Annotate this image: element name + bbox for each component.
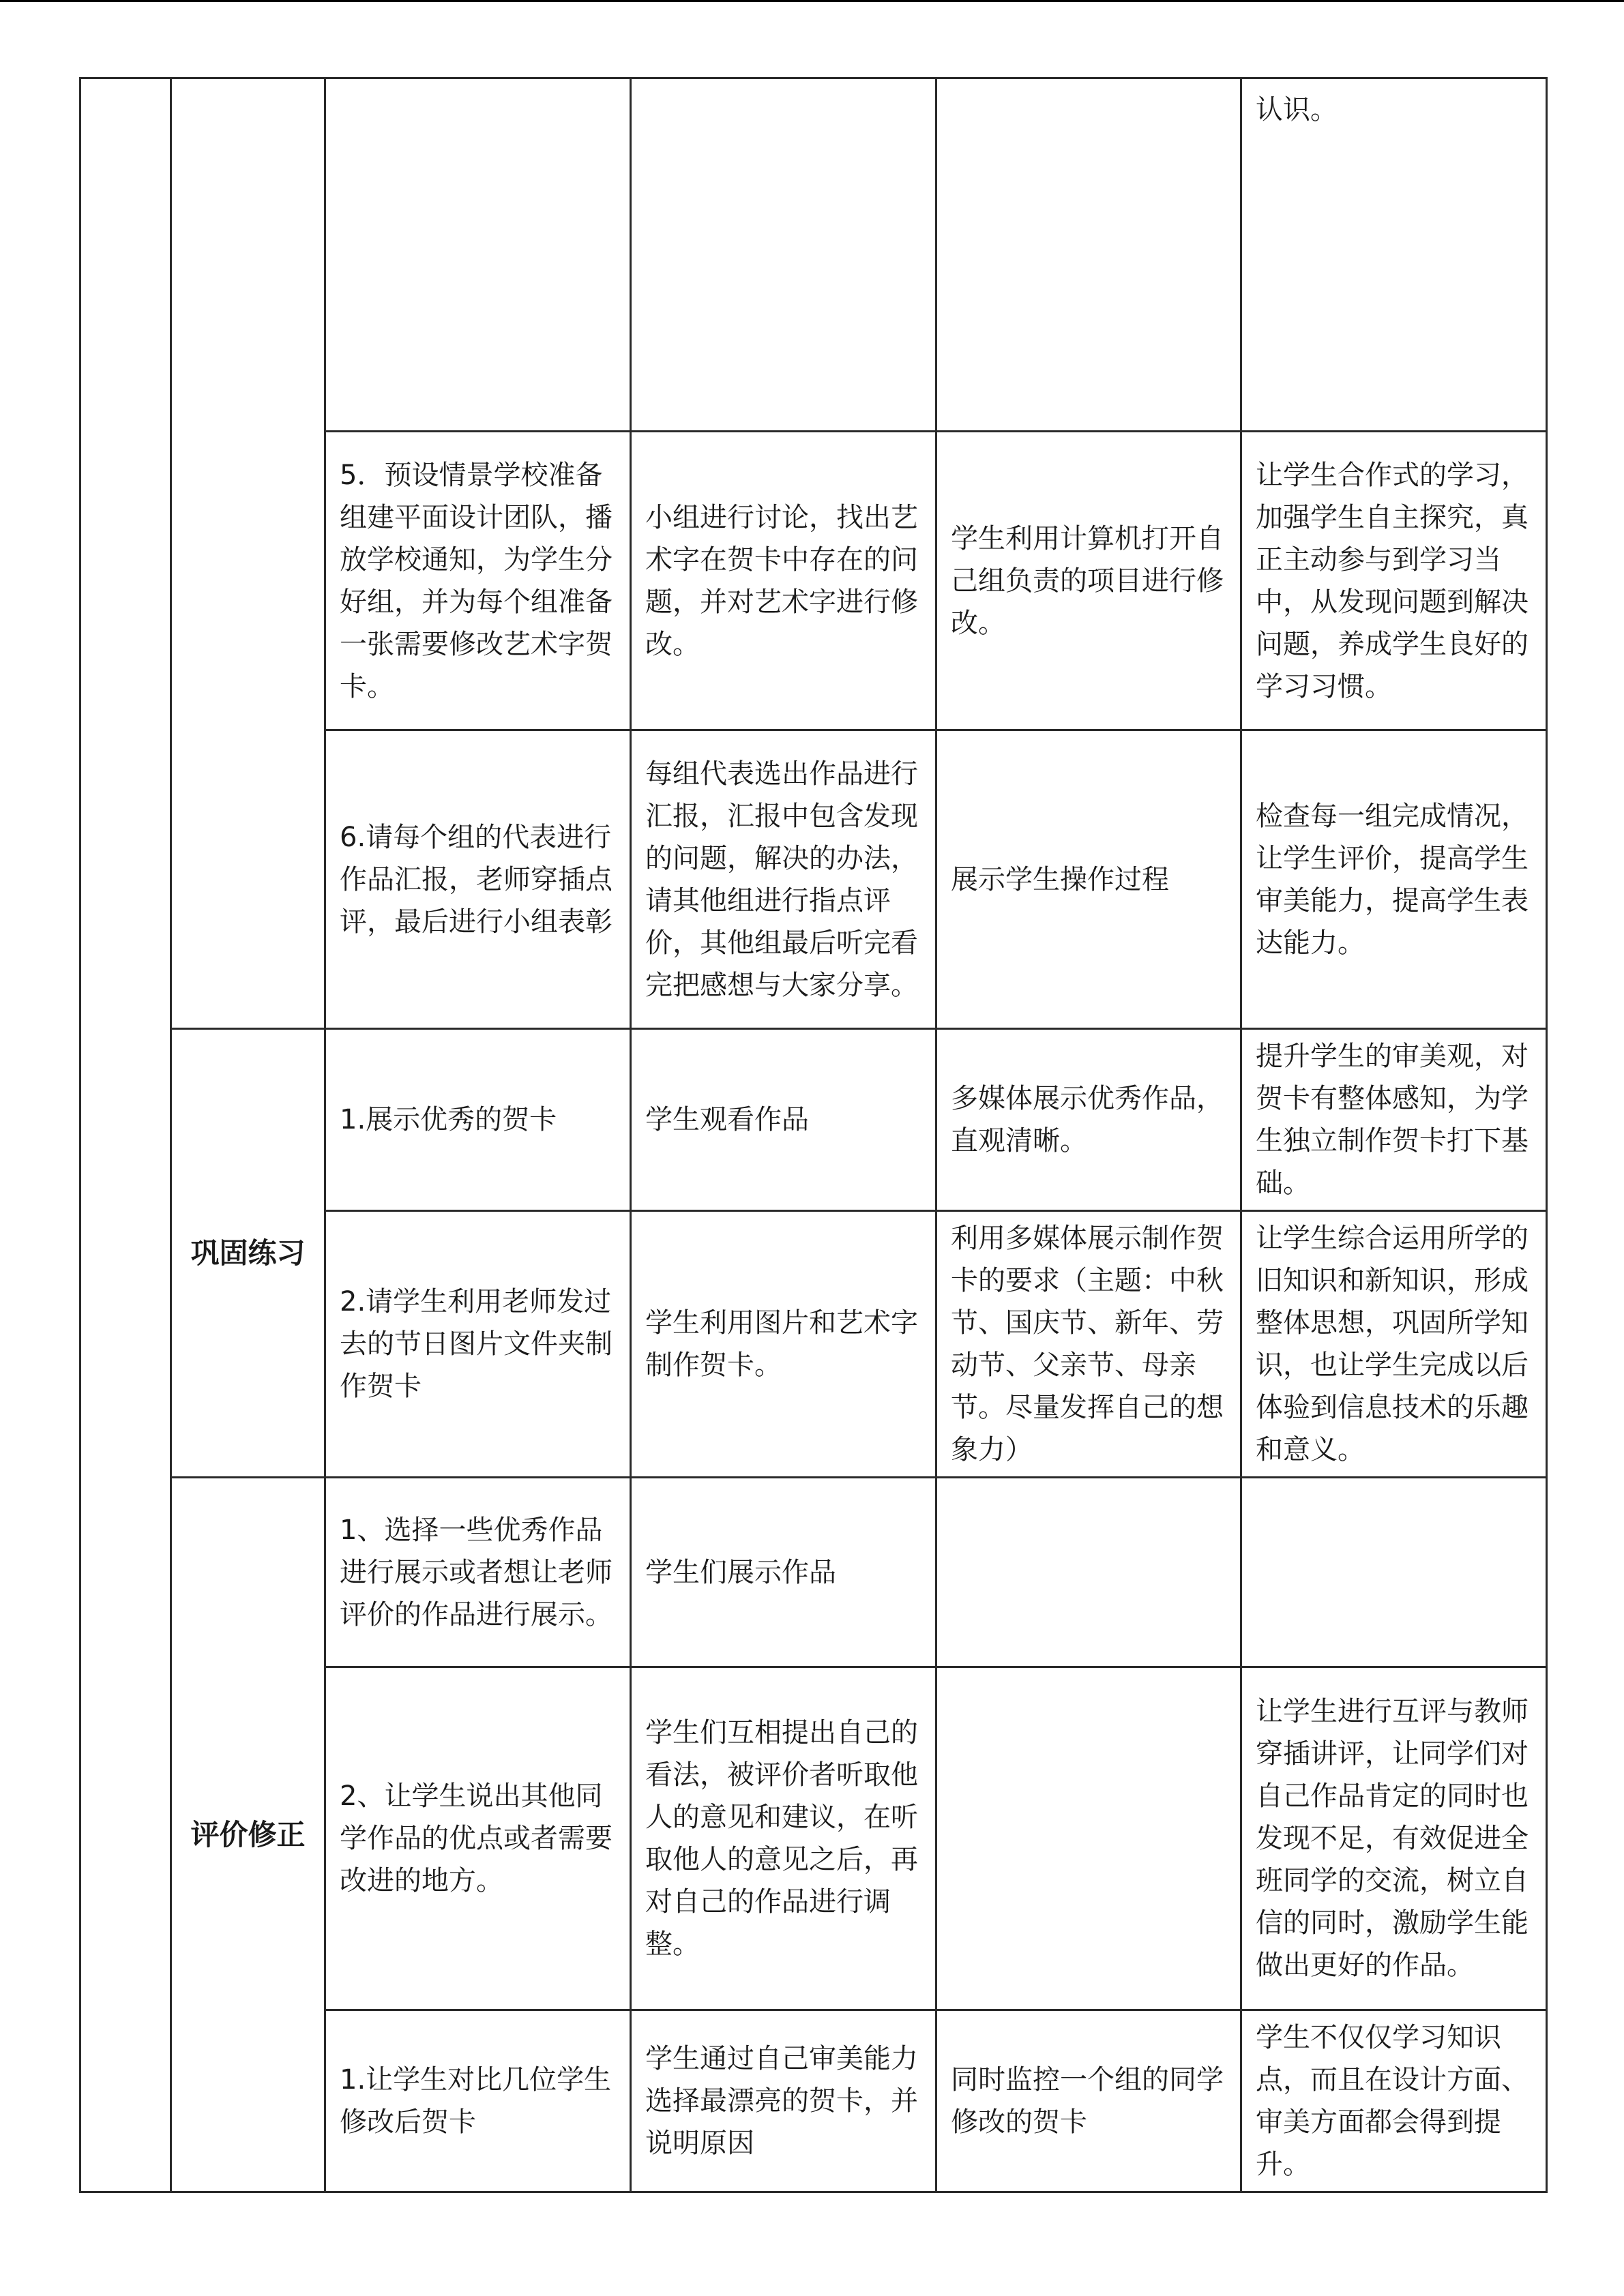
media-usage-cell: 同时监控一个组的同学修改的贺卡 (936, 2010, 1241, 2192)
design-intent-cell: 认识。 (1241, 78, 1547, 432)
teacher-activity-cell: 5．预设情景学校准备组建平面设计团队，播放学校通知，为学生分好组，并为每个组准备一张需要修改艺术字贺卡。 (325, 432, 631, 730)
table-row (80, 1478, 1547, 1667)
media-usage-cell: 利用多媒体展示制作贺卡的要求（主题：中秋节、国庆节、新年、劳动节、父亲节、母亲节。尽量发挥自己的想象力） (936, 1211, 1241, 1478)
student-activity-cell: 学生利用图片和艺术字制作贺卡。 (631, 1211, 936, 1478)
media-usage-cell (936, 1478, 1241, 1667)
teacher-activity-cell: 1、选择一些优秀作品进行展示或者想让老师评价的作品进行展示。 (325, 1478, 631, 1667)
teacher-activity-cell: 2、让学生说出其他同学作品的优点或者需要改进的地方。 (325, 1667, 631, 2010)
design-intent-cell (1241, 1478, 1547, 1667)
stage-label-practice: 巩固练习 (171, 1029, 325, 1478)
design-intent-cell: 让学生合作式的学习，加强学生自主探究，真正主动参与到学习当中，从发现问题到解决问题，养成学生良好的学习习惯。 (1241, 432, 1547, 730)
teacher-activity-cell: 1.让学生对比几位学生修改后贺卡 (325, 2010, 631, 2192)
media-usage-cell: 学生利用计算机打开自己组负责的项目进行修改。 (936, 432, 1241, 730)
student-activity-cell: 小组进行讨论，找出艺术字在贺卡中存在的问题，并对艺术字进行修改。 (631, 432, 936, 730)
teacher-activity-cell: 2.请学生利用老师发过去的节日图片文件夹制作贺卡 (325, 1211, 631, 1478)
table-row (80, 1029, 1547, 1211)
student-activity-cell: 学生观看作品 (631, 1029, 936, 1211)
stage-cell-empty (171, 78, 325, 1029)
student-activity-cell: 学生们展示作品 (631, 1478, 936, 1667)
student-activity-cell (631, 78, 936, 432)
table-row (80, 78, 1547, 432)
lesson-plan-table (79, 77, 1548, 2193)
design-intent-cell: 提升学生的审美观，对贺卡有整体感知，为学生独立制作贺卡打下基础。 (1241, 1029, 1547, 1211)
page-top-border (0, 0, 1624, 2)
design-intent-cell: 学生不仅仅学习知识点，而且在设计方面、审美方面都会得到提升。 (1241, 2010, 1547, 2192)
media-usage-cell: 多媒体展示优秀作品，直观清晰。 (936, 1029, 1241, 1211)
teacher-activity-cell: 1.展示优秀的贺卡 (325, 1029, 631, 1211)
design-intent-cell: 让学生综合运用所学的旧知识和新知识，形成整体思想，巩固所学知识，也让学生完成以后体验到信息技术的乐趣和意义。 (1241, 1211, 1547, 1478)
design-intent-cell: 让学生进行互评与教师穿插讲评，让同学们对自己作品肯定的同时也发现不足，有效促进全班同学的交流，树立自信的同时，激励学生能做出更好的作品。 (1241, 1667, 1547, 2010)
teacher-activity-cell (325, 78, 631, 432)
design-intent-cell: 检查每一组完成情况，让学生评价，提高学生审美能力，提高学生表达能力。 (1241, 730, 1547, 1029)
student-activity-cell: 学生们互相提出自己的看法，被评价者听取他人的意见和建议，在听取他人的意见之后，再对自己的作品进行调整。 (631, 1667, 936, 2010)
student-activity-cell: 每组代表选出作品进行汇报，汇报中包含发现的问题，解决的办法，请其他组进行指点评价，其他组最后听完看完把感想与大家分享。 (631, 730, 936, 1029)
media-usage-cell (936, 78, 1241, 432)
stage-label-evaluation: 评价修正 (171, 1478, 325, 2192)
student-activity-cell: 学生通过自己审美能力选择最漂亮的贺卡，并说明原因 (631, 2010, 936, 2192)
media-usage-cell: 展示学生操作过程 (936, 730, 1241, 1029)
blank-left-column (80, 78, 171, 2192)
media-usage-cell (936, 1667, 1241, 2010)
teacher-activity-cell: 6.请每个组的代表进行作品汇报，老师穿插点评，最后进行小组表彰 (325, 730, 631, 1029)
